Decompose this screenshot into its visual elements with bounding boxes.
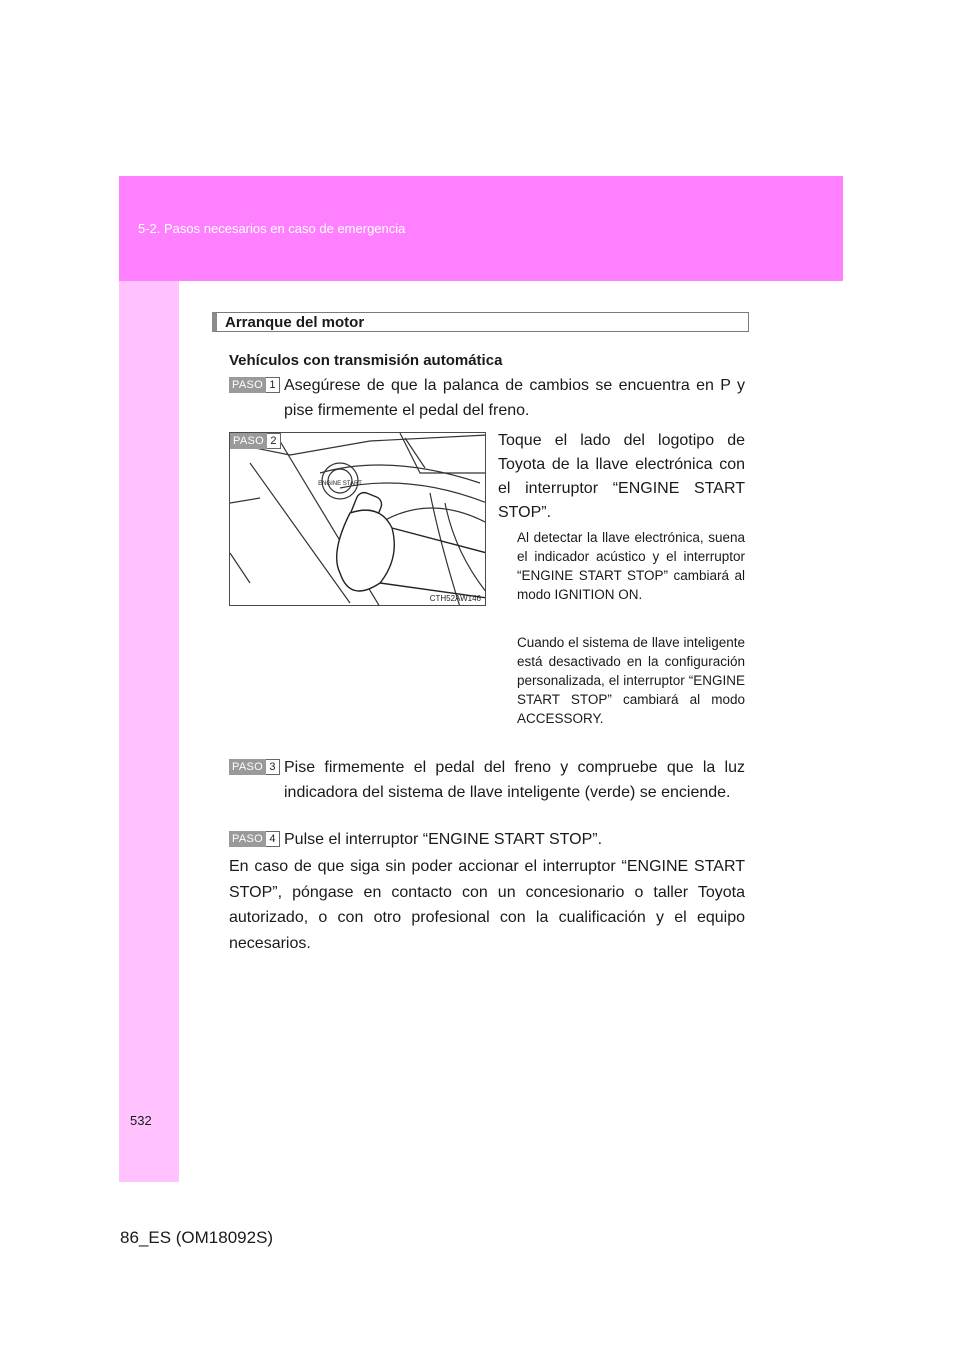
- figure-code: CTH52AW146: [429, 594, 481, 603]
- step-word: PASO: [230, 433, 267, 449]
- step-1-text: Asegúrese de que la palanca de cambios se encuentra en P y pise firmemente el pedal del freno.: [284, 377, 745, 419]
- engine-button-label: ENGINE START: [318, 481, 362, 487]
- step-badge-3: [229, 759, 280, 775]
- illustration-key-touch: [229, 432, 486, 606]
- left-margin-strip: [119, 281, 179, 1182]
- footer-code: 86_ES (OM18092S): [120, 1228, 274, 1247]
- step-word: PASO: [229, 377, 266, 393]
- page-number: 532: [130, 1113, 152, 1128]
- step-number: 2: [267, 433, 281, 449]
- section-heading-box: [212, 312, 749, 332]
- step-3-text: Pise firmemente el pedal del freno y compruebe que la luz indicadora del sistema de llave inteligente (verde) se enciende.: [284, 759, 745, 801]
- step-4-text: Pulse el interruptor “ENGINE START STOP”.: [284, 831, 603, 848]
- note-2: Cuando el sistema de llave inteligente está desactivado en la configuración personalizada, el interruptor “ENGINE START STOP” cambiará al modo ACCESSORY.: [517, 635, 745, 726]
- step-badge-4: [229, 831, 280, 847]
- step-2-text: Toque el lado del logotipo de Toyota de la llave electrónica con el interruptor “ENGINE START STOP”.: [498, 432, 745, 521]
- note-1: Al detectar la llave electrónica, suena el indicador acústico y el interruptor “ENGINE START STOP” cambiará al modo IGNITION ON.: [517, 530, 745, 602]
- step-badge-2: [230, 433, 281, 449]
- subheading: Vehículos con transmisión automática: [229, 352, 503, 369]
- closing-paragraph: En caso de que siga sin poder accionar el interruptor “ENGINE START STOP”, póngase en contacto con un concesionario o taller Toyota autorizado, o con otro profesional con la cualificación y el equipo necesarios.: [229, 858, 745, 952]
- breadcrumb: 5-2. Pasos necesarios en caso de emergencia: [138, 221, 406, 236]
- step-badge-1: [229, 377, 280, 393]
- step-word: PASO: [229, 759, 266, 775]
- step-word: PASO: [229, 831, 266, 847]
- step-number: 4: [266, 831, 280, 847]
- step-number: 1: [266, 377, 280, 393]
- section-title: Arranque del motor: [225, 314, 365, 331]
- step-number: 3: [266, 759, 280, 775]
- dashboard-illustration: [230, 433, 486, 606]
